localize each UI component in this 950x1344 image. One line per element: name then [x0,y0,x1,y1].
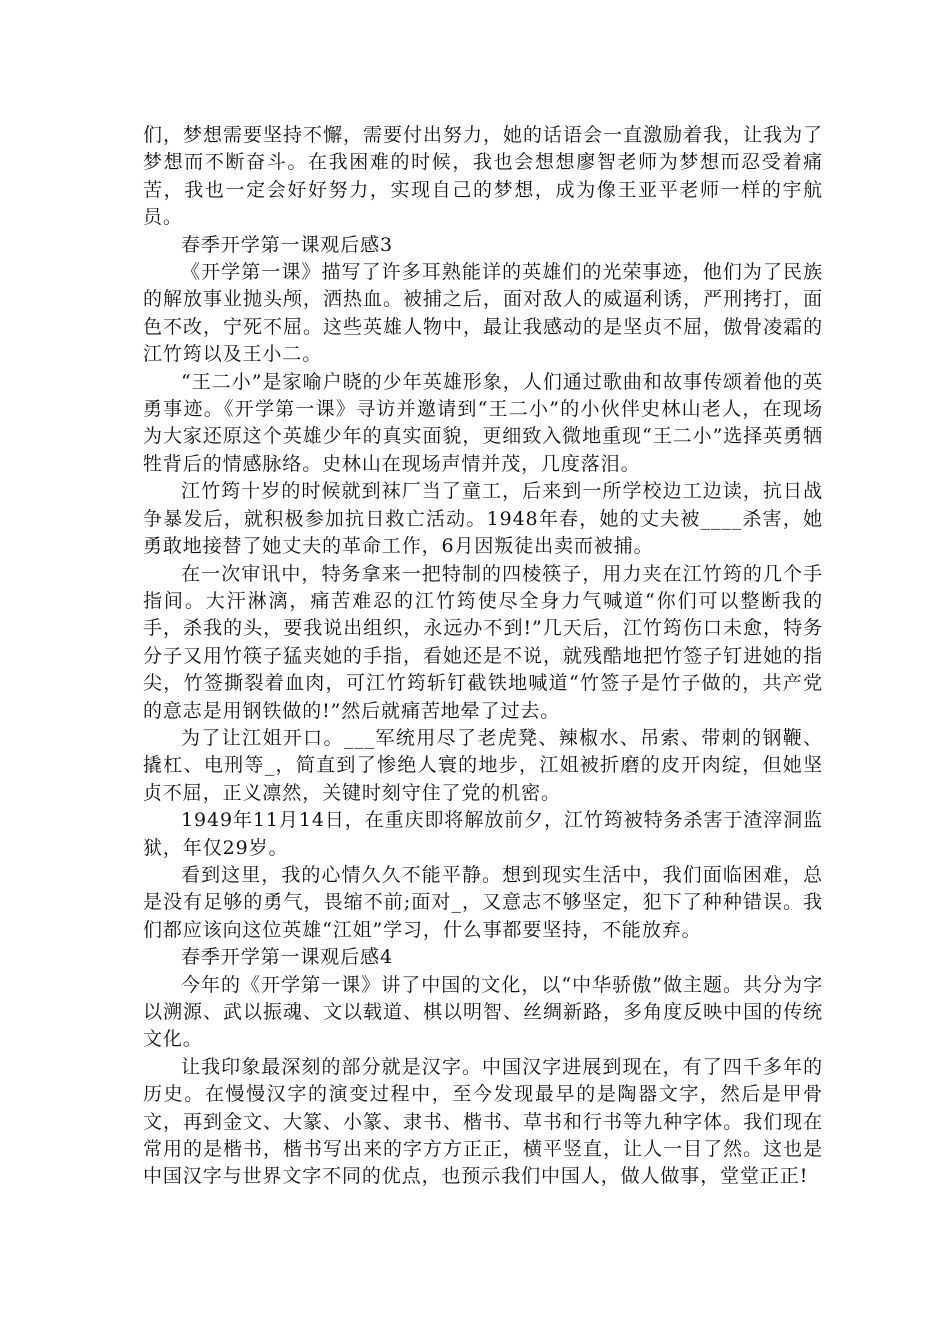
paragraph: “王二小”是家喻户晓的少年英雄形象，人们通过歌曲和故事传颂着他的英勇事迹。《开学第一课》寻访并邀请到“王二小”的小伙伴史林山老人，在现场为大家还原这个英雄少年的真实面貌，更细致入微地重现“王二小”选择英勇牺牲背后的情感脉络。史林山在现场声情并茂，几度落泪。 [143,370,823,475]
paragraph: 在一次审讯中，特务拿来一把特制的四棱筷子，用力夹在江竹筠的几个手指间。大汗淋漓，痛苦难忍的江竹筠使尽全身力气喊道“你们可以整断我的手，杀我的头，要我说出组织，永远办不到!”几天后，江竹筠伤口未愈，特务分子又用竹筷子猛夹她的手指，看她还是不说，就残酷地把竹签子钉进她的指尖，竹签撕裂着血肉，可江竹筠斩钉截铁地喊道“竹签子是竹子做的，共产党的意志是用钢铁做的!”然后就痛苦地晕了过去。 [143,562,823,722]
paragraph: 让我印象最深刻的部分就是汉字。中国汉字进展到现在，有了四千多年的历史。在慢慢汉字的演变过程中，至今发现最早的是陶器文字，然后是甲骨文，再到金文、大篆、小篆、隶书、楷书、草书和行书等九种字体。我们现在常用的是楷书，楷书写出来的字方方正正，横平竖直，让人一目了然。这也是中国汉字与世界文字不同的优点，也预示我们中国人，做人做事，堂堂正正! [143,1055,823,1188]
paragraph-continuation: 们，梦想需要坚持不懈，需要付出努力，她的话语会一直激励着我，让我为了梦想而不断奋斗。在我困难的时候，我也会想想廖智老师为梦想而忍受着痛苦，我也一定会好好努力，实现自己的梦想，成为像王亚平老师一样的宇航员。 [143,124,823,229]
document-page [143,122,823,1191]
section-heading-4: 春季开学第一课观后感4 [181,946,393,969]
paragraph: 看到这里，我的心情久久不能平静。想到现实生活中，我们面临困难，总是没有足够的勇气，畏缩不前;面对_，又意志不够坚定，犯下了种种错误。我们都应该向这位英雄“江姐”学习，什么事都要坚持，不能放弃。 [143,863,823,941]
paragraph: 今年的《开学第一课》讲了中国的文化，以“中华骄傲”做主题。共分为字以溯源、武以振魂、文以载道、棋以明智、丝绸新路，多角度反映中国的传统文化。 [143,973,823,1051]
paragraph: 为了让江姐开口。___军统用尽了老虎凳、辣椒水、吊索、带刺的钢鞭、撬杠、电刑等_，简直到了惨绝人寰的地步，江姐被折磨的皮开肉绽，但她坚贞不屈，正义凛然，关键时刻守住了党的机密。 [143,726,823,804]
paragraph: 1949年11月14日，在重庆即将解放前夕，江竹筠被特务杀害于渣滓洞监狱，年仅29岁。 [143,809,823,859]
section-heading-3: 春季开学第一课观后感3 [181,233,393,256]
paragraph: 《开学第一课》描写了许多耳熟能详的英雄们的光荣事迹，他们为了民族的解放事业抛头颅，洒热血。被捕之后，面对敌人的威逼利诱，严刑拷打，面色不改，宁死不屈。这些英雄人物中，最让我感动的是坚贞不屈，傲骨凌霜的江竹筠以及王小二。 [143,261,823,366]
paragraph: 江竹筠十岁的时候就到袜厂当了童工，后来到一所学校边工边读，抗日战争暴发后，就积极参加抗日救亡活动。1948年春，她的丈夫被____杀害，她勇敢地接替了她丈夫的革命工作，6月因叛徒出卖而被捕。 [143,480,823,558]
